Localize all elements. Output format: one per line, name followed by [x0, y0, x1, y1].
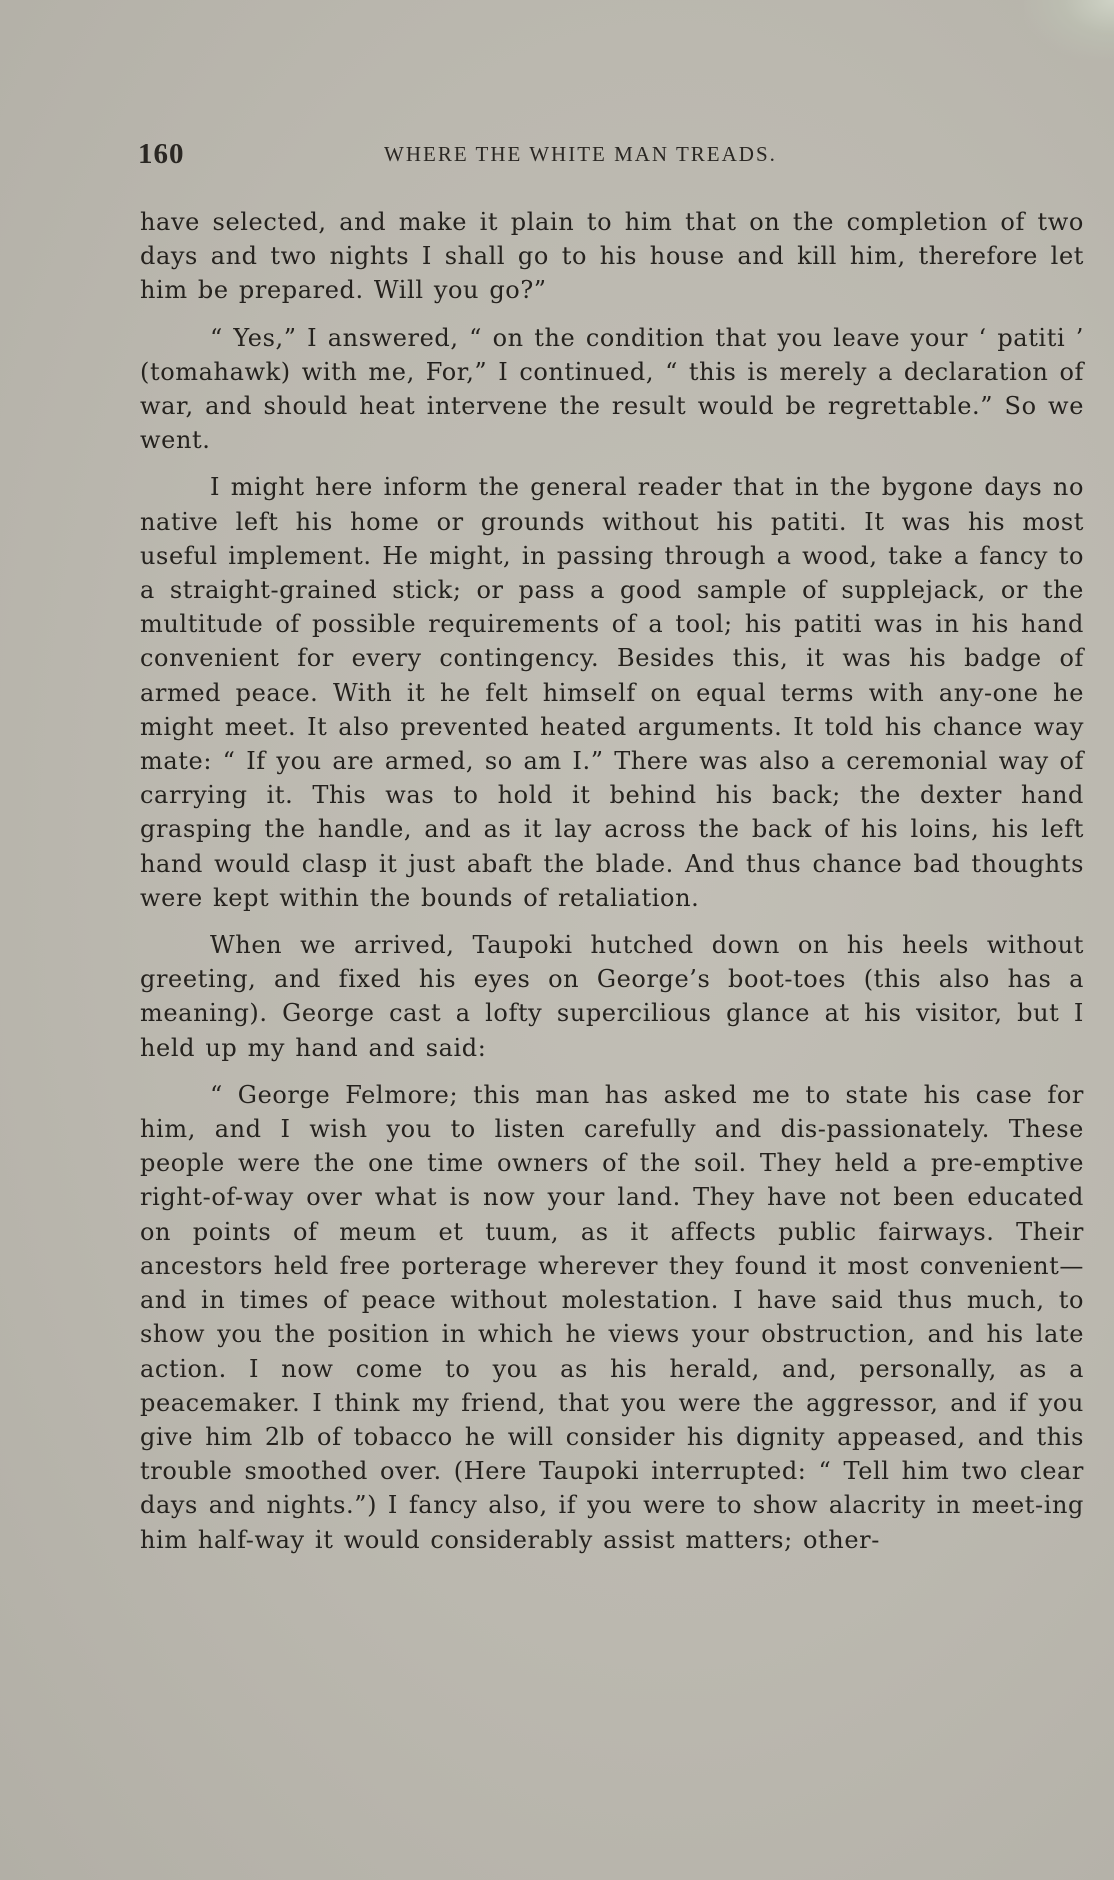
running-title: WHERE THE WHITE MAN TREADS. [384, 142, 777, 166]
paragraph: I might here inform the general reader that in the bygone days no native left his home or grounds without his patiti. It was his most useful implement. He might, in passing through a wood, take a fancy to a straight-grained stick; or pass a good sample of supplejack, or the multitude of possible requirements of a tool; his patiti was in his hand convenient for every contingency. Besides this, it was his badge of armed peace. With it he felt himself on equal terms with any-one he might meet. It also prevented heated arguments. It told his chance way mate: “ If you are armed, so am I.” There was also a ceremonial way of carrying it. This was to hold it behind his back; the dexter hand grasping the handle, and as it lay across the back of his loins, his left hand would clasp it just abaft the blade. And thus chance bad thoughts were kept within the bounds of retaliation. [140, 473, 1084, 912]
paragraph: “ George Felmore; this man has asked me to state his case for him, and I wish you to listen carefully and dis-passionately. These people were the one time owners of the soil. They held a pre-emptive right-of-way over what is now your land. They have not been educated on points of meum et tuum, as it affects public fairways. Their ancestors held free porterage wherever they found it most convenient—and in times of peace without molestation. I have said thus much, to show you the position in which he views your obstruction, and his late action. I now come to you as his herald, and, personally, as a peacemaker. I think my friend, that you were the aggressor, and if you give him 2lb of tobacco he will consider his dignity appeased, and this trouble smoothed over. (Here Taupoki interrupted: “ Tell him two clear days and nights.”) I fancy also, if you were to show alacrity in meet-ing him half-way it would considerably assist matters; other- [140, 1080, 1084, 1554]
running-head [138, 138, 1082, 178]
paragraph: When we arrived, Taupoki hutched down on his heels without greeting, and fixed his eyes on George’s boot-toes (this also has a meaning). George cast a lofty supercilious glance at his visitor, but I held up my hand and said: [140, 931, 1084, 1062]
paragraph: have selected, and make it plain to him that on the completion of two days and two nights I shall go to his house and kill him, therefore let him be prepared. Will you go?” [140, 208, 1084, 305]
page-number: 160 [138, 138, 185, 170]
body-text [140, 205, 1084, 1570]
paper-stain [1024, 0, 1114, 60]
paragraph: “ Yes,” I answered, “ on the condition that you leave your ‘ patiti ’ (tomahawk) with me, For,” I continued, “ this is merely a declaration of war, and should heat intervene the result would be regrettable.” So we went. [140, 323, 1084, 455]
